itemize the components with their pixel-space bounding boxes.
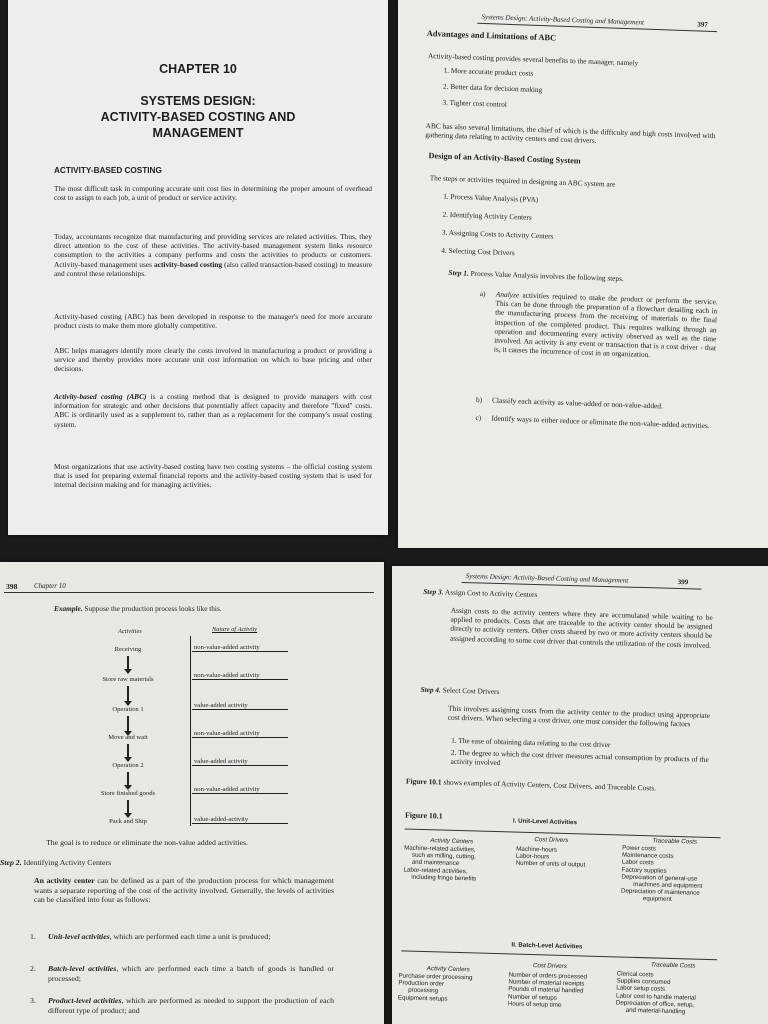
- figure-label: Figure 10.1: [404, 810, 443, 821]
- traceable-costs-cell: Clerical costs Supplies consumed Labor setup costs Labor cost to handle material Depreciation of office, setup, and material-handling: [615, 970, 696, 1016]
- level-product: Product-level activities, which are performed as needed to support the production of each different type of product; and: [48, 996, 335, 1016]
- activity-nature: non-value-added activity: [192, 786, 288, 794]
- level-number: 3.: [30, 996, 36, 1005]
- activity-nature: non-value-added activity: [192, 672, 288, 680]
- item-c-text: Identify ways to either reduce or eliminate the non-value-added activities.: [491, 413, 710, 431]
- page-number: 398: [6, 582, 18, 591]
- activity-center-definition: An activity center can be defined as a part of the production process for which management wants a separate reporting of the cost of the activity involved. Generally, the levels of activities can be classified into four as follows:: [34, 876, 334, 905]
- paragraph-5: Activity-based costing (ABC) is a costing method that is designed to provide managers with cost information for strategic and other decisions that potentially affect capacity and therefore "fixed" costs. ABC is ordinarily used as a supplement to, rather than as a replacement for the company's usual costing system.: [54, 392, 372, 429]
- benefits-intro: Activity-based costing provides several benefits to the manager, namely: [427, 51, 639, 68]
- running-header: Systems Design: Activity-Based Costing and Management: [465, 572, 629, 585]
- benefit-item: 1. More accurate product costs: [443, 65, 534, 78]
- activity-nature: non-value-added activity: [192, 730, 288, 738]
- table-title-unit-level: I. Unit-Level Activities: [512, 817, 578, 827]
- activity-nature: value-added activity: [192, 702, 288, 710]
- level-batch: Batch-level activities, which are performed each time a batch of goods is handled or processed;: [48, 964, 334, 984]
- traceable-costs-cell: Power costs Maintenance costs Labor costs Factory supplies Depreciation of general-use machines and equipment Depreciation of maintenance equipment: [620, 844, 703, 904]
- column-activity-centers: Activity Centers: [430, 837, 474, 846]
- page-number: 397: [697, 20, 708, 29]
- paragraph-1: The most difficult task in computing accurate unit cost lies in determining the proper amount of overhead cost to assign to each job, a unit of product or service activity.: [54, 184, 372, 203]
- column-cost-drivers: Cost Drivers: [532, 962, 568, 971]
- limitations-paragraph: ABC has also several limitations, the chief of which is the difficulty and high costs involved with gathering data relating to activity centers and cost drivers.: [425, 121, 716, 146]
- activity-centers-cell: Purchase order processing Production order processing Equipment setups: [397, 972, 473, 1003]
- activity-nature: non-value-added activity: [192, 644, 288, 652]
- activity-nature: value-added activity: [192, 758, 288, 766]
- section-heading: ACTIVITY-BASED COSTING: [54, 166, 162, 175]
- table-title-batch-level: II. Batch-Level Activities: [511, 941, 583, 951]
- activity-centers-cell: Machine-related activities, such as milling, cutting, and maintenance Labor-related activities, including fringe benefits: [403, 844, 477, 883]
- paragraph-3: Activity-based costing (ABC) has been developed in response to the manager's need for more accurate product costs to make them more globally competitive.: [54, 312, 372, 331]
- step3-text: Assign costs to the activity centers where they are accumulated while waiting to be applied to products. Costs that are traceable to the activity center should be assigned directly to activity centers. Other costs shared by two or more activity centers should be assigned according to some cost driver that controls the utilization of the costs involved.: [449, 605, 713, 650]
- goal-sentence: The goal is to reduce or eliminate the non-value added activities.: [46, 838, 248, 847]
- level-number: 2.: [30, 964, 36, 973]
- design-step: 1. Process Value Analysis (PVA): [443, 191, 539, 205]
- item-c-label: c): [475, 412, 482, 423]
- item-a-text: Analyze activities required to make the product or perform the service. This can be done through the preparation of a flowchart detailing each in the manufacturing process from the receiving of materials to the final inspection of the completed product. This requires walking through an operation and documenting every activity observed as well as the time involved. An activity is any event or transaction that is a cost driver - that is, it causes the incurrence of cost in an organization.: [493, 289, 718, 360]
- cost-drivers-cell: Machine-hours Labor-hours Number of units of output: [515, 845, 586, 869]
- step2-heading: Step 2. Identifying Activity Centers: [0, 858, 112, 867]
- paragraph-2: Today, accountants recognize that manufacturing and providing services are related activities. Thus, they direct attention to the cost of these activities. The activity-based management system links resource consumption to the activities a company performs and costs the activities to products or customers. Activity-based management uses activity-based costing (also called transaction-based costing) to measure and control these relationships.: [54, 232, 372, 278]
- benefit-item: 2. Better data for decision making: [442, 81, 543, 95]
- flow-activity: Store finished goods: [100, 790, 156, 797]
- column-nature: Nature of Activity: [212, 626, 258, 633]
- design-step: 4. Selecting Cost Drivers: [441, 245, 515, 258]
- section-heading-advantages: Advantages and Limitations of ABC: [426, 29, 557, 43]
- step3-heading: Step 3. Assign Cost to Activity Centers: [423, 586, 538, 600]
- benefit-item: 3. Tighter cost control: [442, 97, 508, 109]
- column-cost-drivers: Cost Drivers: [534, 836, 569, 845]
- chapter-title-line-1: SYSTEMS DESIGN:: [140, 94, 256, 108]
- page-397-right: [398, 0, 768, 548]
- chapter-title-line-3: MANAGEMENT: [152, 126, 244, 140]
- flow-activity: Pack and Ship: [109, 818, 147, 825]
- flow-activity: Store raw materials: [102, 676, 154, 683]
- step4-heading: Step 4. Select Cost Drivers: [420, 684, 500, 697]
- item-b-label: b): [475, 394, 483, 405]
- column-traceable-costs: Traceable Costs: [652, 837, 698, 846]
- cost-driver-factor: 2. The degree to which the cost driver measures actual consumption by products of the activity involved: [450, 747, 709, 768]
- design-step: 2. Identifying Activity Centers: [442, 209, 532, 222]
- running-header: Chapter 10: [34, 582, 66, 590]
- column-activity-centers: Activity Centers: [426, 965, 470, 974]
- activity-nature: value-added-activity: [192, 816, 288, 824]
- chapter-title-line-2: ACTIVITY-BASED COSTING AND: [100, 110, 296, 124]
- step4-text: This involves assigning costs from the activity center to the product using appropriate cost drivers. When selecting a cost driver, one must consider the following factors: [447, 703, 711, 729]
- page-399: [392, 566, 768, 1024]
- running-header: Systems Design: Activity-Based Costing and Management: [481, 12, 645, 27]
- step1-line: Step 1. Process Value Analysis involves the following steps.: [448, 267, 624, 284]
- paragraph-6: Most organizations that use activity-based costing have two costing systems – the official costing system that is used for preparing external financial reports and the activity-based costing system that is used for internal decision making and for managing activities.: [54, 462, 372, 490]
- column-traceable-costs: Traceable Costs: [650, 961, 696, 970]
- example-intro: Example. Suppose the production process looks like this.: [54, 604, 222, 613]
- chapter-number: CHAPTER 10: [159, 62, 237, 76]
- level-number: 1.: [30, 932, 36, 941]
- cost-driver-factor: 1. The ease of obtaining data relating to the cost driver: [451, 735, 611, 750]
- flow-activity: Move and wait: [108, 734, 148, 741]
- paragraph-4: ABC helps managers identify more clearly the costs involved in manufacturing a product or providing a service and thereby provides more accurate unit cost information on which to base pricing and other decisions.: [54, 346, 372, 374]
- flow-activity: Operation 2: [112, 762, 144, 769]
- page-398: [0, 562, 384, 1024]
- level-unit: Unit-level activities, which are performed each time a unit is produced;: [48, 932, 271, 941]
- steps-intro: The steps or activities required in designing an ABC system are: [429, 173, 616, 189]
- figure-reference: Figure 10.1 shows examples of Activity Centers, Cost Drivers, and Traceable Costs.: [405, 776, 657, 793]
- design-step: 3. Assigning Costs to Activity Centers: [441, 227, 554, 241]
- page-number: 399: [677, 577, 689, 587]
- item-a-label: a): [479, 289, 486, 299]
- page-397-left: [8, 0, 388, 535]
- cost-drivers-cell: Number of orders processed Number of material receipts Pounds of material handled Number of setups Hours of setup time: [507, 971, 588, 1009]
- item-b-text: Classify each activity as value-added or non-value-added.: [491, 395, 664, 411]
- flow-activity: Operation 1: [112, 706, 144, 713]
- flow-activity: Receiving: [114, 646, 142, 653]
- column-activities: Activities: [118, 628, 142, 635]
- section-heading-design: Design of an Activity-Based Costing System: [428, 151, 581, 166]
